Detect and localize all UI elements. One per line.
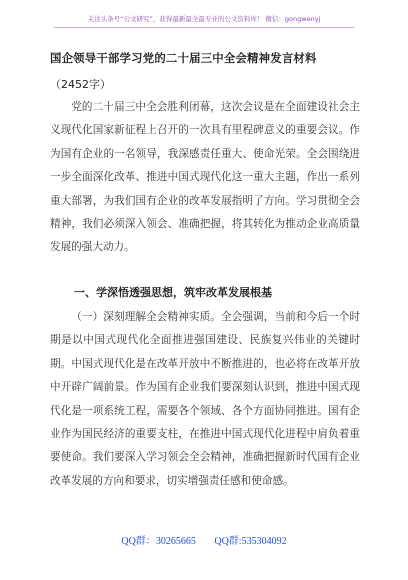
- section-heading-1: 一、学深悟透强思想，筑牢改革发展根基: [74, 286, 272, 299]
- document-word-count: （2452字）: [50, 78, 111, 91]
- header-banner: 关注头条号“公文研究”，获得最新最全最专业的公文资料库！ 微信：gongwenyj: [54, 14, 354, 28]
- footer-qq-group-2: QQ群:535304092: [214, 536, 287, 547]
- paragraph-intro: 党的二十届三中全会胜利闭幕，这次会议是在全面建设社会主义现代化国家新征程上召开的一次具有里程碑意义的重要会议。作为国有企业的一名领导，我深感责任重大、使命光荣。全会围绕进一步全面深化改革、推进中国式现代化这一重大主题，作出一系列重大部署，为我们国有企业的改革发展指明了方向。学习贯彻全会精神，我们必须深入领会、准确把握，将其转化为推动企业高质量发展的强大动力。: [50, 101, 360, 254]
- footer-contact: [0, 532, 408, 547]
- paragraph-section-1-1: （一）深刻理解全会精神实质。全会强调，当前和今后一个时期是以中国式现代化全面推进强国建设、民族复兴伟业的关键时期。中国式现代化是在改革开放中不断推进的，也必将在改革开放中开辟广阔前景。作为国有企业我们要深刻认识到，推进中国式现代化是一项系统工程，需要各个领域、各个方面协同推进。国有企业作为国民经济的重要支柱，在推进中国式现代化进程中肩负着重要使命。我们要深入学习领会全会精神，准确把握新时代国有企业改革发展的方向和要求，切实增强责任感和使命感。: [50, 311, 360, 487]
- footer-qq-group-1: QQ群：30265665: [121, 536, 196, 547]
- document-title: 国企领导干部学习党的二十届三中全会精神发言材料: [50, 51, 317, 65]
